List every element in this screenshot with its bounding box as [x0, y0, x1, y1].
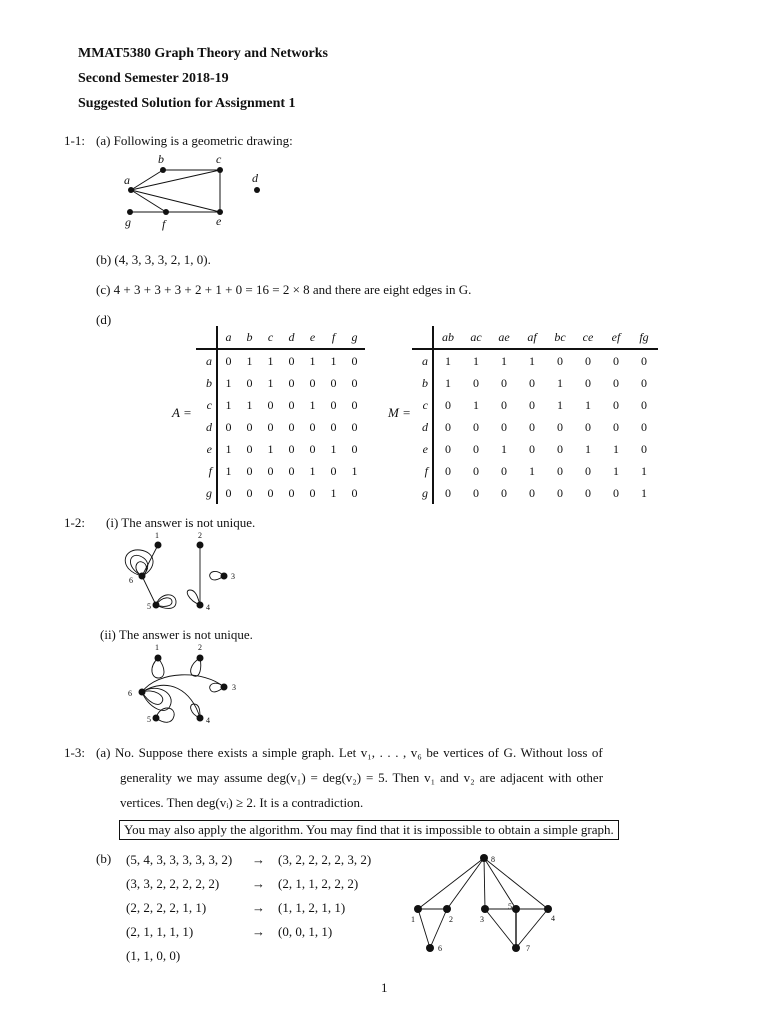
- matrix-cell: 0: [309, 419, 316, 434]
- q3b-label: (b): [96, 851, 112, 866]
- svg-text:2: 2: [198, 643, 202, 652]
- label-c: c: [216, 152, 222, 166]
- matrix-row-header: d: [412, 416, 433, 438]
- svg-text:4: 4: [206, 716, 210, 725]
- graph-1-2-ii: [118, 640, 248, 726]
- svg-text:1: 1: [155, 643, 159, 652]
- svg-text:8: 8: [491, 855, 495, 864]
- matrix-cell: 1: [225, 463, 232, 478]
- matrix-cell: 1: [529, 353, 535, 368]
- matrix-cell: 0: [351, 397, 358, 412]
- q2-label: 1-2:: [64, 515, 85, 530]
- matrix-cell: 0: [557, 485, 563, 500]
- assignment-title: Suggested Solution for Assignment 1: [78, 96, 296, 111]
- q3a-line1: (a) No. Suppose there exists a simple graph. Let v₁, . . . , v₆ be vertices of G. Without loss of: [96, 745, 603, 760]
- matrix-cell: 0: [473, 485, 479, 500]
- matrix-col-header: a: [217, 326, 239, 349]
- matrix-cell: 0: [613, 485, 619, 500]
- matrix-cell: 0: [501, 375, 507, 390]
- matrix-cell: 0: [246, 441, 253, 456]
- matrix-cell: 1: [330, 441, 337, 456]
- label-b: b: [158, 152, 164, 166]
- matrix-cell: 0: [309, 375, 316, 390]
- matrix-cell: 1: [267, 375, 274, 390]
- matrix-cell: 0: [288, 463, 295, 478]
- matrix-col-header: f: [323, 326, 344, 349]
- matrix-row: [196, 349, 365, 372]
- matrix-cell: 0: [445, 419, 451, 434]
- matrix-cell: 0: [288, 353, 295, 368]
- matrix-cell: 0: [585, 419, 591, 434]
- matrix-col-header: ab: [433, 326, 462, 349]
- matrix-cell: 0: [351, 441, 358, 456]
- matrix-cell: 0: [585, 353, 591, 368]
- matrix-row: [412, 460, 658, 482]
- graph-1-3-b: [400, 848, 570, 960]
- matrix-col-header: ce: [574, 326, 602, 349]
- q3a-line2: generality we may assume deg(v₁) = deg(v₂) = 5. Then v₁ and v₂ are adjacent with other: [120, 770, 604, 785]
- q2ii-text: (ii) The answer is not unique.: [100, 627, 253, 642]
- matrix-row-header: g: [196, 482, 217, 504]
- matrix-cell: 0: [309, 485, 316, 500]
- matrix-cell: 0: [557, 353, 563, 368]
- matrix-cell: 0: [613, 419, 619, 434]
- q1d-text: (d): [96, 312, 112, 327]
- q3-boxed-note: You may also apply the algorithm. You may find that it is impossible to obtain a simple graph.: [119, 820, 619, 840]
- matrix-row-header: f: [196, 460, 217, 482]
- matrix-cell: 1: [501, 353, 507, 368]
- matrix-cell: 0: [267, 485, 274, 500]
- label-g: g: [125, 215, 131, 229]
- matrix-cell: 0: [445, 441, 451, 456]
- course-title: MMAT5380 Graph Theory and Networks: [78, 46, 328, 61]
- matrix-cell: 0: [473, 441, 479, 456]
- matrix-col-header: af: [518, 326, 546, 349]
- matrix-cell: 0: [641, 419, 647, 434]
- matrix-cell: 0: [225, 485, 232, 500]
- matrix-cell: 0: [585, 375, 591, 390]
- matrix-row: [412, 416, 658, 438]
- svg-text:1: 1: [411, 915, 415, 924]
- label-a: a: [124, 173, 130, 187]
- matrix-cell: 1: [330, 353, 337, 368]
- svg-text:5: 5: [147, 602, 151, 611]
- svg-text:6: 6: [129, 576, 133, 585]
- matrix-col-header: ef: [602, 326, 630, 349]
- matrix-cell: 1: [501, 441, 507, 456]
- graph-1-2-i: [118, 530, 248, 614]
- matrix-cell: 0: [330, 375, 337, 390]
- matrix-col-header: fg: [630, 326, 658, 349]
- matrix-row-header: e: [196, 438, 217, 460]
- matrix-cell: 0: [330, 463, 337, 478]
- matrix-row: [412, 482, 658, 504]
- matrix-col-header: ae: [490, 326, 518, 349]
- matrix-cell: 1: [309, 397, 316, 412]
- matrix-cell: 0: [267, 419, 274, 434]
- graph-1-1-drawing: [110, 148, 280, 232]
- matrix-cell: 0: [351, 485, 358, 500]
- matrix-cell: 0: [445, 397, 451, 412]
- edge-ac: [131, 170, 220, 190]
- matrix-cell: 1: [246, 397, 253, 412]
- matrix-cell: 0: [529, 441, 535, 456]
- svg-text:1: 1: [155, 531, 159, 540]
- label-e: e: [216, 214, 222, 228]
- vertex-d: [254, 187, 260, 193]
- matrix-cell: 0: [641, 375, 647, 390]
- matrix-cell: 1: [613, 463, 619, 478]
- edge-ae: [131, 190, 220, 212]
- matrix-cell: 0: [473, 419, 479, 434]
- matrix-cell: 1: [473, 397, 479, 412]
- q1c-text: (c) 4 + 3 + 3 + 3 + 2 + 1 + 0 = 16 = 2 × 8 and there are eight edges in G.: [96, 282, 472, 297]
- matrix-cell: 1: [585, 441, 591, 456]
- matrix-cell: 0: [225, 419, 232, 434]
- matrix-cell: 1: [330, 485, 337, 500]
- svg-text:3: 3: [480, 915, 484, 924]
- matrix-row: [196, 394, 365, 416]
- matrix-cell: 0: [585, 463, 591, 478]
- matrix-cell: 0: [473, 375, 479, 390]
- matrix-row: [412, 394, 658, 416]
- matrix-cell: 0: [529, 485, 535, 500]
- matrix-cell: 0: [267, 397, 274, 412]
- svg-text:2: 2: [198, 531, 202, 540]
- matrix-cell: 0: [641, 441, 647, 456]
- matrix-cell: 1: [225, 375, 232, 390]
- svg-text:3: 3: [231, 572, 235, 581]
- matrix-cell: 0: [288, 441, 295, 456]
- vertex-f: [163, 209, 169, 215]
- matrix-cell: 0: [501, 419, 507, 434]
- matrix-cell: 0: [529, 419, 535, 434]
- matrix-row: [196, 438, 365, 460]
- matrix-col-header: d: [281, 326, 302, 349]
- matrix-cell: 0: [641, 353, 647, 368]
- edge-ab: [131, 170, 163, 190]
- matrix-row-header: f: [412, 460, 433, 482]
- matrix-cell: 1: [225, 441, 232, 456]
- svg-text:6: 6: [128, 689, 132, 698]
- svg-text:4: 4: [551, 914, 555, 923]
- matrix-cell: 0: [501, 463, 507, 478]
- matrix-cell: 0: [351, 353, 358, 368]
- svg-text:2: 2: [449, 915, 453, 924]
- matrix-col-header: e: [302, 326, 323, 349]
- matrix-cell: 0: [225, 353, 232, 368]
- matrix-row: [412, 349, 658, 372]
- edge-af: [131, 190, 166, 212]
- matrix-row: [196, 416, 365, 438]
- matrix-row-header: g: [412, 482, 433, 504]
- matrix-cell: 0: [557, 419, 563, 434]
- q1a-text: (a) Following is a geometric drawing:: [96, 133, 293, 148]
- matrix-row-header: a: [412, 349, 433, 372]
- matrix-row: [196, 482, 365, 504]
- matrix-cell: 0: [473, 463, 479, 478]
- matrix-cell: 0: [557, 441, 563, 456]
- matrix-cell: 1: [246, 353, 253, 368]
- matrix-cell: 0: [557, 463, 563, 478]
- matrix-cell: 0: [641, 397, 647, 412]
- matrix-cell: 1: [557, 375, 563, 390]
- matrix-cell: 0: [288, 375, 295, 390]
- matrix-row: [196, 460, 365, 482]
- matrix-row-header: c: [412, 394, 433, 416]
- matrix-cell: 0: [445, 485, 451, 500]
- matrix-cell: 1: [309, 353, 316, 368]
- matrix-cell: 0: [501, 397, 507, 412]
- page-number: 1: [381, 980, 388, 995]
- matrix-cell: 0: [445, 463, 451, 478]
- q3-label: 1-3:: [64, 745, 85, 760]
- matrix-cell: 1: [225, 397, 232, 412]
- matrix-cell: 0: [267, 463, 274, 478]
- matrix-A-label: A =: [172, 405, 192, 420]
- matrix-cell: 1: [641, 485, 647, 500]
- matrix-cell: 0: [246, 419, 253, 434]
- matrix-cell: 1: [445, 353, 451, 368]
- matrix-col-header: ac: [462, 326, 490, 349]
- matrix-cell: 1: [351, 463, 358, 478]
- q1b-text: (b) (4, 3, 3, 3, 2, 1, 0).: [96, 252, 211, 267]
- matrix-cell: 0: [246, 463, 253, 478]
- incidence-matrix-M: [412, 326, 658, 504]
- matrix-cell: 1: [267, 441, 274, 456]
- svg-text:5: 5: [147, 715, 151, 724]
- matrix-cell: 1: [445, 375, 451, 390]
- matrix-cell: 1: [641, 463, 647, 478]
- matrix-cell: 0: [330, 397, 337, 412]
- matrix-cell: 1: [557, 397, 563, 412]
- matrix-row: [412, 372, 658, 394]
- matrix-cell: 0: [246, 375, 253, 390]
- svg-text:3: 3: [232, 683, 236, 692]
- label-f: f: [162, 217, 166, 231]
- matrix-cell: 0: [246, 485, 253, 500]
- matrix-cell: 1: [585, 397, 591, 412]
- matrix-row-header: e: [412, 438, 433, 460]
- matrix-cell: 1: [309, 463, 316, 478]
- matrix-row-header: b: [412, 372, 433, 394]
- matrix-cell: 0: [288, 397, 295, 412]
- matrix-cell: 0: [351, 375, 358, 390]
- matrix-M-label: M =: [388, 405, 411, 420]
- matrix-row: [196, 372, 365, 394]
- matrix-cell: 0: [501, 485, 507, 500]
- vertex-a: [128, 187, 134, 193]
- matrix-cell: 1: [267, 353, 274, 368]
- matrix-cell: 0: [529, 397, 535, 412]
- svg-text:4: 4: [206, 603, 210, 612]
- matrix-cell: 0: [309, 441, 316, 456]
- matrix-row-header: d: [196, 416, 217, 438]
- matrix-col-header: b: [239, 326, 260, 349]
- matrix-cell: 0: [613, 397, 619, 412]
- matrix-cell: 0: [585, 485, 591, 500]
- label-d: d: [252, 171, 258, 185]
- matrix-row-header: b: [196, 372, 217, 394]
- matrix-cell: 0: [613, 375, 619, 390]
- matrix-cell: 0: [288, 419, 295, 434]
- matrix-col-header: c: [260, 326, 281, 349]
- matrix-col-header: g: [344, 326, 365, 349]
- q1-label: 1-1:: [64, 133, 85, 148]
- matrix-row-header: c: [196, 394, 217, 416]
- svg-text:5: 5: [508, 902, 512, 911]
- matrix-cell: 0: [288, 485, 295, 500]
- vertex-c: [217, 167, 223, 173]
- semester: Second Semester 2018-19: [78, 71, 229, 86]
- matrix-row: [412, 438, 658, 460]
- adjacency-matrix-A: [196, 326, 365, 504]
- matrix-col-header: bc: [546, 326, 574, 349]
- matrix-cell: 0: [529, 375, 535, 390]
- vertex-b: [160, 167, 166, 173]
- matrix-cell: 1: [613, 441, 619, 456]
- matrix-cell: 0: [330, 419, 337, 434]
- svg-text:7: 7: [526, 944, 530, 953]
- q2i-text: (i) The answer is not unique.: [106, 515, 256, 530]
- q3a-line3: vertices. Then deg(vᵢ) ≥ 2. It is a contradiction.: [120, 795, 364, 810]
- matrix-cell: 1: [529, 463, 535, 478]
- matrix-cell: 0: [613, 353, 619, 368]
- svg-text:6: 6: [438, 944, 442, 953]
- matrix-cell: 1: [473, 353, 479, 368]
- matrix-cell: 0: [351, 419, 358, 434]
- matrix-row-header: a: [196, 349, 217, 372]
